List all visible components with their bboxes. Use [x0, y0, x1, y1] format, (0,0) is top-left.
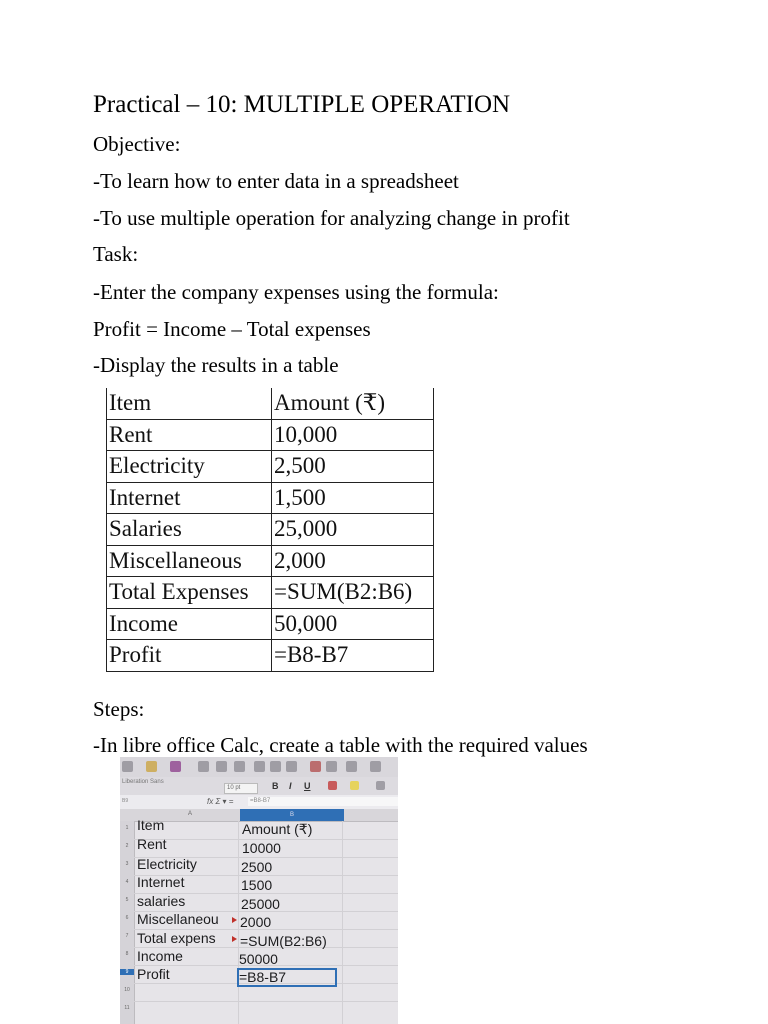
table-cell-amount: 2,000: [272, 545, 434, 577]
row-number[interactable]: 8: [125, 951, 129, 957]
function-wizard-icon[interactable]: fx Σ ▾ =: [207, 797, 234, 806]
copy-icon[interactable]: [270, 761, 281, 772]
export-pdf-icon[interactable]: [198, 761, 209, 772]
column-header-b[interactable]: B: [240, 809, 344, 821]
font-size-box[interactable]: 10 pt: [224, 783, 258, 794]
table-header-cell: Amount (₹): [272, 388, 434, 419]
bold-button[interactable]: B: [272, 781, 279, 791]
cut-icon[interactable]: [254, 761, 265, 772]
cell-a7[interactable]: Total expens: [137, 930, 216, 946]
cell-a8[interactable]: Income: [137, 948, 183, 964]
highlight-color-icon[interactable]: [350, 781, 359, 790]
formula-bar: [120, 795, 398, 810]
row-divider: [134, 1001, 398, 1002]
cell-b4[interactable]: 1500: [241, 877, 273, 893]
table-cell-amount: 50,000: [272, 608, 434, 640]
cell-b9[interactable]: =B8-B7: [239, 969, 287, 985]
row-number[interactable]: 10: [124, 987, 130, 993]
row-headers: [120, 821, 135, 1024]
table-cell-amount: =B8-B7: [272, 640, 434, 672]
table-cell-amount: =SUM(B2:B6): [272, 577, 434, 609]
new-document-icon[interactable]: [122, 761, 133, 772]
row-number[interactable]: 3: [125, 861, 129, 867]
column-divider: [342, 821, 343, 1024]
row-number-selected[interactable]: 9: [120, 969, 134, 975]
font-color-icon[interactable]: [328, 781, 337, 790]
cell-a4[interactable]: Internet: [137, 874, 185, 890]
profit-formula: Profit = Income – Total expenses: [93, 317, 371, 341]
name-box[interactable]: B9: [122, 798, 129, 804]
table-cell-item: Rent: [107, 419, 272, 451]
row-number[interactable]: 7: [125, 933, 129, 939]
cell-b7[interactable]: =SUM(B2:B6): [240, 933, 327, 949]
row-number[interactable]: 2: [125, 843, 129, 849]
font-name-box[interactable]: Liberation Sans: [122, 779, 164, 785]
task-item: -Enter the company expenses using the formula:: [93, 280, 499, 304]
step-item: -In libre office Calc, create a table with the required values: [93, 733, 588, 757]
text-overflow-icon: [232, 917, 237, 923]
row-number[interactable]: 5: [125, 897, 129, 903]
spreadsheet-screenshot: [120, 757, 398, 1024]
row-number[interactable]: 1: [125, 825, 129, 831]
table-cell-item: Total Expenses: [107, 577, 272, 609]
table-row: [107, 577, 434, 609]
cell-a6[interactable]: Miscellaneou: [137, 911, 219, 927]
cell-b5[interactable]: 25000: [241, 896, 280, 912]
cell-a5[interactable]: salaries: [137, 893, 186, 909]
row-number[interactable]: 4: [125, 879, 129, 885]
undo-icon[interactable]: [346, 761, 357, 772]
underline-button[interactable]: U: [304, 781, 311, 791]
table-header-cell: Item: [107, 388, 272, 419]
cell-a2[interactable]: Rent: [137, 836, 167, 852]
formatting-toolbar: [120, 777, 398, 796]
column-header-a[interactable]: A: [188, 811, 193, 817]
text-overflow-icon: [232, 936, 237, 942]
task-item: -Display the results in a table: [93, 353, 339, 377]
print-icon[interactable]: [216, 761, 227, 772]
cell-b8[interactable]: 50000: [239, 951, 278, 967]
table-cell-amount: 1,500: [272, 482, 434, 514]
table-cell-item: Salaries: [107, 514, 272, 546]
formula-input[interactable]: =B8-B7: [248, 797, 398, 806]
cell-a1[interactable]: Item: [137, 817, 165, 833]
table-cell-item: Electricity: [107, 451, 272, 483]
align-icon[interactable]: [376, 781, 385, 790]
selected-cell-cursor[interactable]: [237, 968, 337, 987]
table-row: [107, 640, 434, 672]
redo-icon[interactable]: [370, 761, 381, 772]
table-cell-amount: 2,500: [272, 451, 434, 483]
table-cell-amount: 10,000: [272, 419, 434, 451]
column-divider: [238, 821, 239, 1024]
cell-b2[interactable]: 10000: [242, 840, 281, 856]
objective-item: -To learn how to enter data in a spreadsheet: [93, 169, 459, 193]
clear-formatting-icon[interactable]: [326, 761, 337, 772]
table-header-row: [107, 388, 434, 419]
print-preview-icon[interactable]: [234, 761, 245, 772]
row-number[interactable]: 11: [124, 1005, 130, 1011]
objective-item: -To use multiple operation for analyzing change in profit: [93, 206, 570, 230]
table-row: [107, 514, 434, 546]
cell-b1[interactable]: Amount (₹): [242, 821, 313, 837]
objective-heading: Objective:: [93, 132, 181, 156]
cell-b3[interactable]: 2500: [241, 859, 273, 875]
clone-formatting-icon[interactable]: [310, 761, 321, 772]
italic-button[interactable]: I: [289, 781, 292, 791]
table-cell-item: Internet: [107, 482, 272, 514]
steps-heading: Steps:: [93, 697, 145, 721]
cell-a9[interactable]: Profit: [137, 966, 170, 982]
paste-icon[interactable]: [286, 761, 297, 772]
table-cell-amount: 25,000: [272, 514, 434, 546]
table-row: [107, 451, 434, 483]
row-number[interactable]: 6: [125, 915, 129, 921]
table-cell-item: Miscellaneous: [107, 545, 272, 577]
open-folder-icon[interactable]: [146, 761, 157, 772]
table-cell-item: Profit: [107, 640, 272, 672]
table-row: [107, 419, 434, 451]
task-heading: Task:: [93, 242, 139, 266]
table-cell-item: Income: [107, 608, 272, 640]
save-icon[interactable]: [170, 761, 181, 772]
table-row: [107, 608, 434, 640]
expense-table: [106, 388, 434, 672]
cell-b6[interactable]: 2000: [240, 914, 272, 930]
page-title: Practical – 10: MULTIPLE OPERATION: [93, 91, 511, 118]
table-row: [107, 545, 434, 577]
table-row: [107, 482, 434, 514]
cell-a3[interactable]: Electricity: [137, 856, 197, 872]
standard-toolbar: [120, 757, 398, 778]
